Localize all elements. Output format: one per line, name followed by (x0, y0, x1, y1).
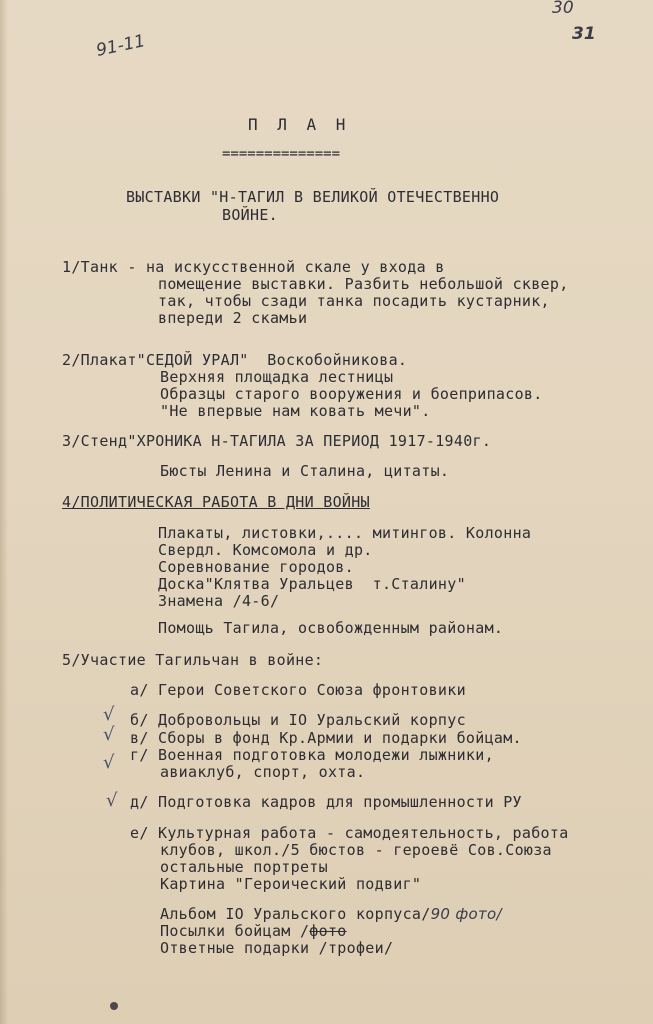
document-title: П Л А Н (248, 115, 351, 134)
section5-item-e3: остальные портреты (160, 858, 328, 876)
section2-line1: 2/Плакат"СЕДОЙ УРАЛ" Воскобойникова. (62, 351, 408, 369)
section5-item-a: а/ Герои Советского Союза фронтовики (130, 681, 466, 699)
document-subtitle-line2: ВОЙНЕ. (222, 206, 278, 224)
section4-line1: Плакаты, листовки,.... митингов. Колонна (158, 524, 532, 542)
checkmark-b: √ (103, 704, 115, 725)
section5-item-e2: клубов, школ./5 бюстов - героевё Сов.Союза (160, 841, 552, 859)
page-edge-shadow (0, 0, 8, 1024)
parcels-line (160, 922, 347, 940)
section2-line2: Верхняя площадка лестницы (160, 368, 394, 386)
section5-heading: 5/Участие Тагильчан в войне: (62, 651, 324, 669)
section5-item-g2: авиаклуб, спорт, охта. (160, 763, 366, 781)
section5-item-e1: е/ Культурная работа - самодеятельность, работа (130, 824, 569, 842)
ink-blot-mark (110, 1002, 118, 1010)
section5-item-v: в/ Сборы в фонд Кр.Армии и подарки бойцам. (130, 729, 522, 747)
checkmark-d: √ (106, 790, 118, 811)
album-handwritten-note: 90 фото/ (430, 905, 502, 923)
album-line-text: Альбом IO Уральского корпуса/ (160, 905, 431, 923)
page-number-old-handwritten: 30 (552, 0, 574, 18)
title-rule: ============== (222, 146, 341, 162)
section5-item-g1: г/ Военная подготовка молодежи лыжники, (130, 746, 494, 764)
section4-heading: 4/ПОЛИТИЧЕСКАЯ РАБОТА В ДНИ ВОЙНЫ (62, 493, 370, 511)
parcels-line-prefix: Посылки бойцам / (160, 922, 310, 940)
document-subtitle-line1: ВЫСТАВКИ "Н-ТАГИЛ В ВЕЛИКОЙ ОТЕЧЕСТВЕННО (126, 188, 500, 206)
section2-line4: "Не впервые нам ковать мечи". (160, 402, 431, 420)
section4-line5: Знамена /4-6/ (158, 592, 280, 610)
section3-line2: Бюсты Ленина и Сталина, цитаты. (160, 462, 450, 480)
section4-line3: Соревнование городов. (158, 558, 354, 576)
album-line (160, 905, 502, 923)
section4-line4: Доска"Клятва Уральцев т.Сталину" (158, 575, 466, 593)
section2-line3: Образцы старого вооружения и боеприпасов. (160, 385, 543, 403)
section5-item-d: д/ Подготовка кадров для промышленности РУ (130, 793, 522, 811)
section1-line4: впереди 2 скамьи (158, 309, 308, 327)
section5-item-e4: Картина "Героический подвиг" (160, 875, 422, 893)
page-number-new-handwritten: 31 (572, 24, 596, 44)
section5-item-b: б/ Добровольцы и IO Уральский корпус (130, 711, 466, 729)
section4-line6: Помощь Тагила, освобожденным районам. (158, 619, 504, 637)
archive-number-handwritten: 91-11 (94, 31, 147, 61)
checkmark-g: √ (103, 752, 115, 773)
section1-line2: помещение выставки. Разбить небольшой сквер, (158, 275, 569, 293)
section4-line2: Свердл. Комсомола и др. (158, 541, 373, 559)
section1-line3: так, чтобы сзади танка посадить кустарник, (158, 292, 550, 310)
return-gifts-line: Ответные подарки /трофеи/ (160, 939, 394, 957)
section1-line1: 1/Танк - на искусственной скале у входа в (62, 258, 445, 276)
section3-line1: 3/Стенд"ХРОНИКА Н-ТАГИЛА ЗА ПЕРИОД 1917-1940г. (62, 432, 492, 450)
parcels-struck-word: фото (309, 922, 347, 940)
checkmark-v: √ (103, 724, 115, 745)
